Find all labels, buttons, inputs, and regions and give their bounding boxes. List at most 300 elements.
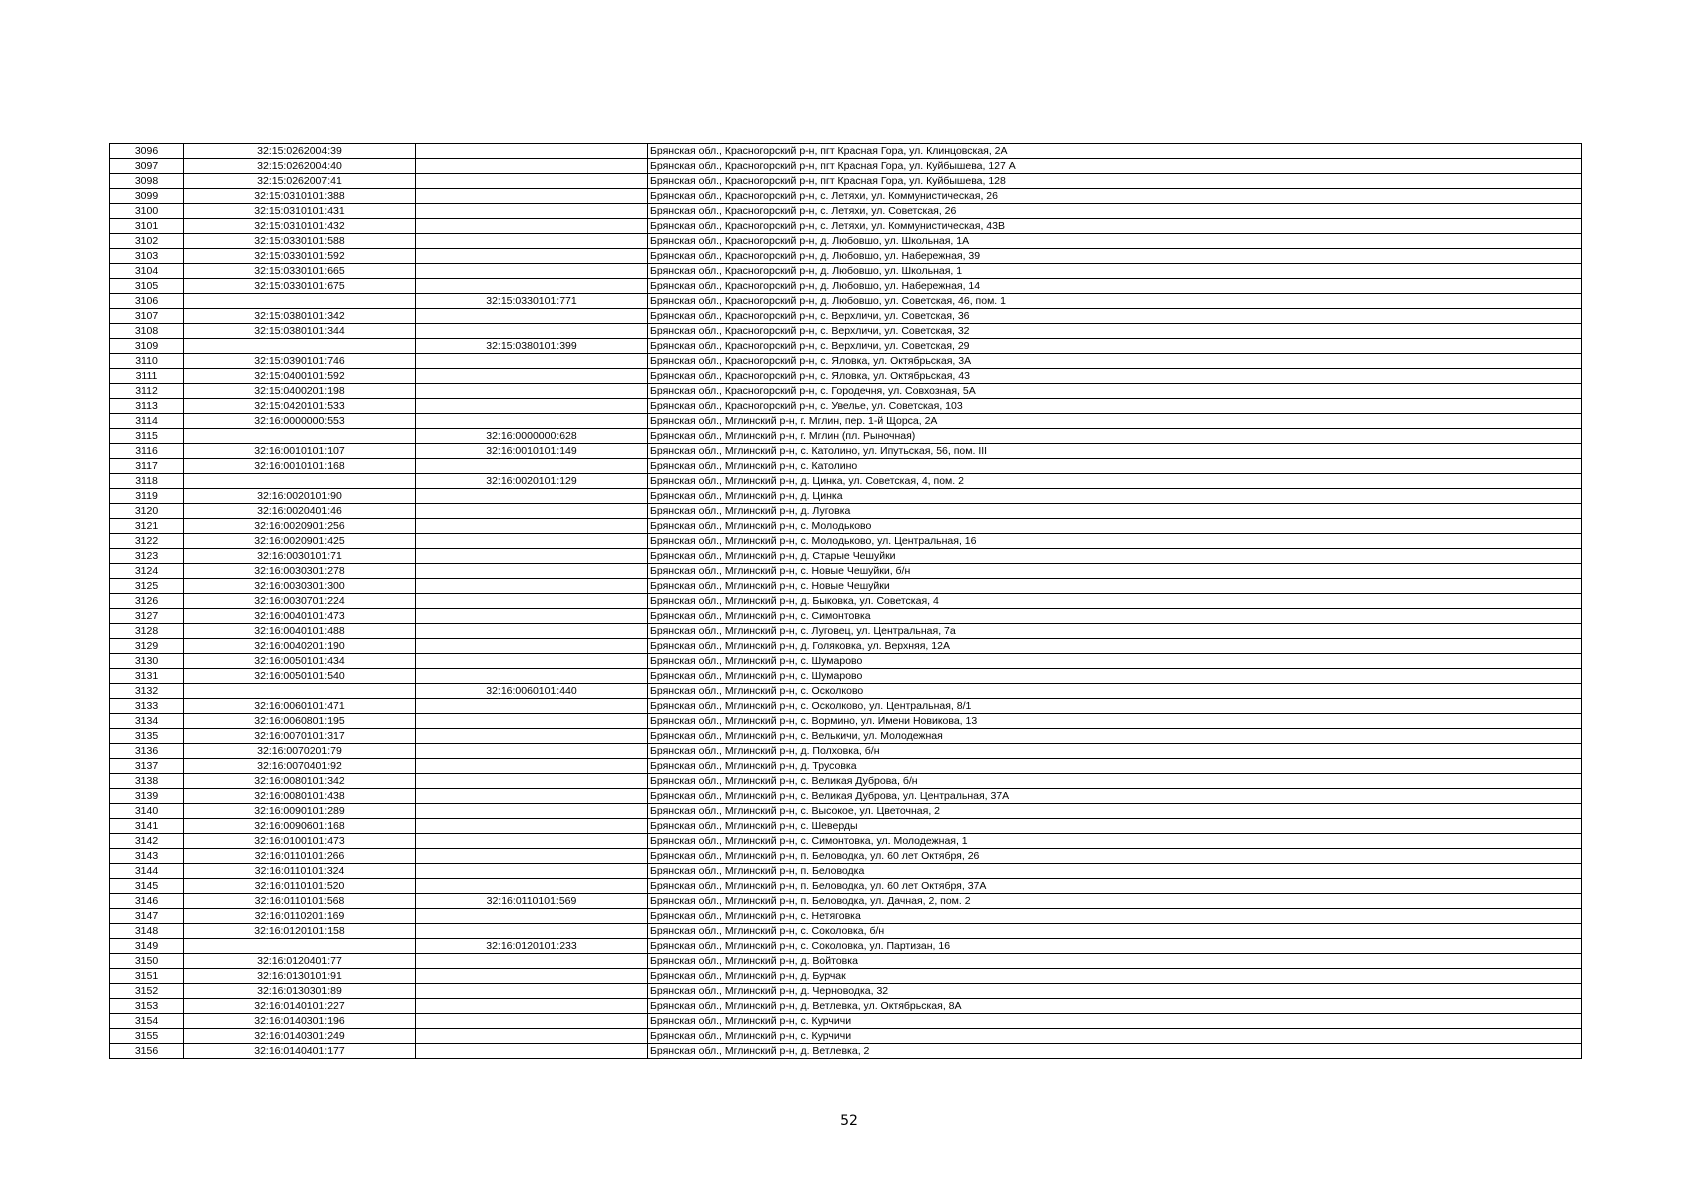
room-cadastral-number-cell	[416, 714, 648, 729]
room-cadastral-number-cell: 32:16:0060101:440	[416, 684, 648, 699]
cadastral-number-cell: 32:16:0130301:89	[184, 984, 416, 999]
table-row	[110, 549, 1582, 564]
table-row	[110, 729, 1582, 744]
table-row	[110, 174, 1582, 189]
address-cell: Брянская обл., Мглинский р-н, д. Бурчак	[648, 969, 1582, 984]
address-cell: Брянская обл., Мглинский р-н, с. Луговец, ул. Центральная, 7а	[648, 624, 1582, 639]
row-number-cell: 3100	[110, 204, 184, 219]
row-number-cell: 3121	[110, 519, 184, 534]
row-number-cell: 3148	[110, 924, 184, 939]
cadastral-number-cell: 32:16:0050101:434	[184, 654, 416, 669]
room-cadastral-number-cell: 32:16:0010101:149	[416, 444, 648, 459]
table-row	[110, 144, 1582, 159]
cadastral-number-cell: 32:16:0020101:90	[184, 489, 416, 504]
address-cell: Брянская обл., Мглинский р-н, с. Великая Дуброва, ул. Центральная, 37А	[648, 789, 1582, 804]
cadastral-number-cell: 32:15:0380101:344	[184, 324, 416, 339]
table-row	[110, 219, 1582, 234]
address-cell: Брянская обл., Красногорский р-н, д. Любовшо, ул. Набережная, 14	[648, 279, 1582, 294]
row-number-cell: 3149	[110, 939, 184, 954]
table-row	[110, 429, 1582, 444]
table-row	[110, 819, 1582, 834]
address-cell: Брянская обл., Красногорский р-н, с. Верхличи, ул. Советская, 29	[648, 339, 1582, 354]
address-cell: Брянская обл., Мглинский р-н, д. Голяковка, ул. Верхняя, 12А	[648, 639, 1582, 654]
cadastral-number-cell: 32:16:0100101:473	[184, 834, 416, 849]
row-number-cell: 3118	[110, 474, 184, 489]
cadastral-number-cell: 32:15:0262004:40	[184, 159, 416, 174]
room-cadastral-number-cell	[416, 309, 648, 324]
row-number-cell: 3115	[110, 429, 184, 444]
row-number-cell: 3129	[110, 639, 184, 654]
cadastral-number-cell: 32:16:0030101:71	[184, 549, 416, 564]
room-cadastral-number-cell	[416, 279, 648, 294]
address-cell: Брянская обл., Мглинский р-н, с. Соколовка, ул. Партизан, 16	[648, 939, 1582, 954]
table-row	[110, 1014, 1582, 1029]
address-cell: Брянская обл., Красногорский р-н, д. Любовшо, ул. Школьная, 1	[648, 264, 1582, 279]
room-cadastral-number-cell	[416, 549, 648, 564]
table-row	[110, 759, 1582, 774]
row-number-cell: 3119	[110, 489, 184, 504]
cadastral-number-cell: 32:16:0140101:227	[184, 999, 416, 1014]
room-cadastral-number-cell: 32:16:0120101:233	[416, 939, 648, 954]
cadastral-number-cell: 32:15:0310101:432	[184, 219, 416, 234]
room-cadastral-number-cell	[416, 459, 648, 474]
table-row	[110, 534, 1582, 549]
table-row	[110, 999, 1582, 1014]
room-cadastral-number-cell	[416, 1029, 648, 1044]
row-number-cell: 3106	[110, 294, 184, 309]
table-row	[110, 609, 1582, 624]
cadastral-number-cell: 32:16:0000000:553	[184, 414, 416, 429]
cadastral-number-cell: 32:15:0390101:746	[184, 354, 416, 369]
room-cadastral-number-cell	[416, 579, 648, 594]
cadastral-number-cell: 32:16:0070201:79	[184, 744, 416, 759]
room-cadastral-number-cell	[416, 639, 648, 654]
address-cell: Брянская обл., Мглинский р-н, с. Симонтовка, ул. Молодежная, 1	[648, 834, 1582, 849]
room-cadastral-number-cell	[416, 1014, 648, 1029]
table-row	[110, 189, 1582, 204]
table-row	[110, 864, 1582, 879]
row-number-cell: 3140	[110, 804, 184, 819]
cadastral-number-cell: 32:16:0010101:168	[184, 459, 416, 474]
table-row	[110, 369, 1582, 384]
table-row	[110, 399, 1582, 414]
address-cell: Брянская обл., Мглинский р-н, с. Симонтовка	[648, 609, 1582, 624]
table-row	[110, 309, 1582, 324]
table-row	[110, 849, 1582, 864]
room-cadastral-number-cell	[416, 369, 648, 384]
room-cadastral-number-cell	[416, 909, 648, 924]
room-cadastral-number-cell	[416, 324, 648, 339]
room-cadastral-number-cell	[416, 609, 648, 624]
cadastral-number-cell	[184, 474, 416, 489]
address-cell: Брянская обл., Мглинский р-н, с. Высокое, ул. Цветочная, 2	[648, 804, 1582, 819]
room-cadastral-number-cell	[416, 504, 648, 519]
room-cadastral-number-cell	[416, 384, 648, 399]
row-number-cell: 3125	[110, 579, 184, 594]
cadastral-number-cell: 32:15:0380101:342	[184, 309, 416, 324]
row-number-cell: 3133	[110, 699, 184, 714]
table-row	[110, 414, 1582, 429]
room-cadastral-number-cell	[416, 729, 648, 744]
row-number-cell: 3110	[110, 354, 184, 369]
cadastral-number-cell: 32:16:0080101:438	[184, 789, 416, 804]
row-number-cell: 3127	[110, 609, 184, 624]
row-number-cell: 3144	[110, 864, 184, 879]
room-cadastral-number-cell	[416, 249, 648, 264]
cadastral-number-cell	[184, 429, 416, 444]
cadastral-number-cell	[184, 939, 416, 954]
table-row	[110, 354, 1582, 369]
address-cell: Брянская обл., Красногорский р-н, с. Летяхи, ул. Коммунистическая, 26	[648, 189, 1582, 204]
room-cadastral-number-cell	[416, 864, 648, 879]
room-cadastral-number-cell	[416, 399, 648, 414]
room-cadastral-number-cell	[416, 849, 648, 864]
table-row	[110, 669, 1582, 684]
table-row	[110, 684, 1582, 699]
address-cell: Брянская обл., Мглинский р-н, с. Вормино, ул. Имени Новикова, 13	[648, 714, 1582, 729]
room-cadastral-number-cell	[416, 789, 648, 804]
row-number-cell: 3136	[110, 744, 184, 759]
row-number-cell: 3102	[110, 234, 184, 249]
table-row	[110, 459, 1582, 474]
room-cadastral-number-cell	[416, 834, 648, 849]
address-cell: Брянская обл., Мглинский р-н, д. Цинка	[648, 489, 1582, 504]
row-number-cell: 3107	[110, 309, 184, 324]
cadastral-number-cell: 32:16:0130101:91	[184, 969, 416, 984]
cadastral-number-cell: 32:16:0070101:317	[184, 729, 416, 744]
address-cell: Брянская обл., Мглинский р-н, д. Луговка	[648, 504, 1582, 519]
row-number-cell: 3131	[110, 669, 184, 684]
room-cadastral-number-cell	[416, 969, 648, 984]
address-cell: Брянская обл., Красногорский р-н, с. Летяхи, ул. Коммунистическая, 43В	[648, 219, 1582, 234]
room-cadastral-number-cell	[416, 924, 648, 939]
row-number-cell: 3098	[110, 174, 184, 189]
address-cell: Брянская обл., Мглинский р-н, г. Мглин, пер. 1-й Щорса, 2А	[648, 414, 1582, 429]
cadastral-number-cell: 32:15:0310101:431	[184, 204, 416, 219]
table-row	[110, 294, 1582, 309]
address-cell: Брянская обл., Красногорский р-н, пгт Красная Гора, ул. Куйбышева, 128	[648, 174, 1582, 189]
address-cell: Брянская обл., Красногорский р-н, с. Яловка, ул. Октябрьская, 43	[648, 369, 1582, 384]
page-number: 52	[840, 1113, 858, 1129]
row-number-cell: 3153	[110, 999, 184, 1014]
address-cell: Брянская обл., Мглинский р-н, с. Осколково, ул. Центральная, 8/1	[648, 699, 1582, 714]
row-number-cell: 3146	[110, 894, 184, 909]
row-number-cell: 3096	[110, 144, 184, 159]
address-cell: Брянская обл., Мглинский р-н, п. Беловодка	[648, 864, 1582, 879]
table-row	[110, 699, 1582, 714]
room-cadastral-number-cell	[416, 954, 648, 969]
cadastral-number-cell: 32:15:0330101:665	[184, 264, 416, 279]
cadastral-number-cell: 32:15:0400201:198	[184, 384, 416, 399]
cadastral-number-cell: 32:16:0010101:107	[184, 444, 416, 459]
cadastral-number-cell: 32:15:0330101:675	[184, 279, 416, 294]
cadastral-number-cell	[184, 294, 416, 309]
cadastral-number-cell: 32:16:0110101:568	[184, 894, 416, 909]
table-row	[110, 159, 1582, 174]
room-cadastral-number-cell	[416, 744, 648, 759]
address-cell: Брянская обл., Мглинский р-н, с. Новые Чешуйки, б/н	[648, 564, 1582, 579]
cadastral-number-cell: 32:16:0040201:190	[184, 639, 416, 654]
row-number-cell: 3108	[110, 324, 184, 339]
address-cell: Брянская обл., Мглинский р-н, д. Старые Чешуйки	[648, 549, 1582, 564]
cadastral-number-cell: 32:15:0262007:41	[184, 174, 416, 189]
address-cell: Брянская обл., Мглинский р-н, с. Велькичи, ул. Молодежная	[648, 729, 1582, 744]
address-cell: Брянская обл., Мглинский р-н, с. Соколовка, б/н	[648, 924, 1582, 939]
row-number-cell: 3114	[110, 414, 184, 429]
room-cadastral-number-cell	[416, 594, 648, 609]
room-cadastral-number-cell	[416, 519, 648, 534]
row-number-cell: 3112	[110, 384, 184, 399]
address-cell: Брянская обл., Красногорский р-н, с. Верхличи, ул. Советская, 36	[648, 309, 1582, 324]
room-cadastral-number-cell	[416, 234, 648, 249]
cadastral-number-cell: 32:16:0040101:473	[184, 609, 416, 624]
room-cadastral-number-cell	[416, 264, 648, 279]
address-cell: Брянская обл., Мглинский р-н, с. Католино	[648, 459, 1582, 474]
cadastral-number-cell: 32:16:0110101:520	[184, 879, 416, 894]
address-cell: Брянская обл., Мглинский р-н, д. Полховка, б/н	[648, 744, 1582, 759]
room-cadastral-number-cell	[416, 654, 648, 669]
table-row	[110, 984, 1582, 999]
room-cadastral-number-cell	[416, 759, 648, 774]
cadastral-number-cell: 32:15:0310101:388	[184, 189, 416, 204]
address-cell: Брянская обл., Мглинский р-н, д. Черноводка, 32	[648, 984, 1582, 999]
address-cell: Брянская обл., Мглинский р-н, д. Ветлевка, ул. Октябрьская, 8А	[648, 999, 1582, 1014]
table-row	[110, 594, 1582, 609]
cadastral-number-cell: 32:16:0110101:324	[184, 864, 416, 879]
room-cadastral-number-cell: 32:16:0000000:628	[416, 429, 648, 444]
cadastral-number-cell: 32:16:0090101:289	[184, 804, 416, 819]
address-cell: Брянская обл., Мглинский р-н, с. Великая Дуброва, б/н	[648, 774, 1582, 789]
table-row	[110, 654, 1582, 669]
row-number-cell: 3105	[110, 279, 184, 294]
address-cell: Брянская обл., Красногорский р-н, д. Любовшо, ул. Набережная, 39	[648, 249, 1582, 264]
table-row	[110, 489, 1582, 504]
cadastral-number-cell: 32:16:0020401:46	[184, 504, 416, 519]
cadastral-number-cell: 32:16:0140301:196	[184, 1014, 416, 1029]
table-row	[110, 234, 1582, 249]
address-cell: Брянская обл., Мглинский р-н, п. Беловодка, ул. Дачная, 2, пом. 2	[648, 894, 1582, 909]
table-row	[110, 279, 1582, 294]
row-number-cell: 3128	[110, 624, 184, 639]
room-cadastral-number-cell: 32:16:0020101:129	[416, 474, 648, 489]
row-number-cell: 3151	[110, 969, 184, 984]
cadastral-number-cell: 32:16:0090601:168	[184, 819, 416, 834]
row-number-cell: 3109	[110, 339, 184, 354]
cadastral-number-cell	[184, 339, 416, 354]
address-cell: Брянская обл., Мглинский р-н, с. Католино, ул. Ипутьская, 56, пом. III	[648, 444, 1582, 459]
room-cadastral-number-cell	[416, 189, 648, 204]
table-row	[110, 969, 1582, 984]
table-row	[110, 924, 1582, 939]
room-cadastral-number-cell: 32:15:0330101:771	[416, 294, 648, 309]
row-number-cell: 3138	[110, 774, 184, 789]
table-row	[110, 1044, 1582, 1059]
table-row	[110, 939, 1582, 954]
address-cell: Брянская обл., Красногорский р-н, пгт Красная Гора, ул. Клинцовская, 2А	[648, 144, 1582, 159]
cadastral-number-cell: 32:16:0140301:249	[184, 1029, 416, 1044]
cadastral-number-cell: 32:16:0020901:256	[184, 519, 416, 534]
address-cell: Брянская обл., Мглинский р-н, с. Нетяговка	[648, 909, 1582, 924]
address-cell: Брянская обл., Мглинский р-н, г. Мглин (пл. Рыночная)	[648, 429, 1582, 444]
table-row	[110, 444, 1582, 459]
row-number-cell: 3155	[110, 1029, 184, 1044]
cadastral-number-cell: 32:15:0400101:592	[184, 369, 416, 384]
row-number-cell: 3117	[110, 459, 184, 474]
address-cell: Брянская обл., Мглинский р-н, с. Молодьково, ул. Центральная, 16	[648, 534, 1582, 549]
address-cell: Брянская обл., Красногорский р-н, с. Городечня, ул. Совхозная, 5А	[648, 384, 1582, 399]
table-row	[110, 564, 1582, 579]
row-number-cell: 3120	[110, 504, 184, 519]
row-number-cell: 3113	[110, 399, 184, 414]
row-number-cell: 3104	[110, 264, 184, 279]
table-row	[110, 324, 1582, 339]
cadastral-number-cell: 32:16:0080101:342	[184, 774, 416, 789]
room-cadastral-number-cell	[416, 204, 648, 219]
room-cadastral-number-cell	[416, 354, 648, 369]
address-cell: Брянская обл., Мглинский р-н, с. Курчичи	[648, 1014, 1582, 1029]
table-row	[110, 744, 1582, 759]
row-number-cell: 3124	[110, 564, 184, 579]
cadastral-number-cell: 32:16:0120101:158	[184, 924, 416, 939]
cadastral-number-cell: 32:16:0120401:77	[184, 954, 416, 969]
address-cell: Брянская обл., Мглинский р-н, д. Цинка, ул. Советская, 4, пом. 2	[648, 474, 1582, 489]
property-register-table	[109, 143, 1582, 1059]
row-number-cell: 3130	[110, 654, 184, 669]
row-number-cell: 3126	[110, 594, 184, 609]
cadastral-number-cell: 32:16:0110201:169	[184, 909, 416, 924]
table-row	[110, 204, 1582, 219]
table-row	[110, 264, 1582, 279]
row-number-cell: 3152	[110, 984, 184, 999]
row-number-cell: 3123	[110, 549, 184, 564]
cadastral-number-cell: 32:15:0420101:533	[184, 399, 416, 414]
room-cadastral-number-cell	[416, 564, 648, 579]
address-cell: Брянская обл., Мглинский р-н, с. Курчичи	[648, 1029, 1582, 1044]
cadastral-number-cell: 32:15:0330101:592	[184, 249, 416, 264]
table-row	[110, 249, 1582, 264]
row-number-cell: 3132	[110, 684, 184, 699]
table-row	[110, 639, 1582, 654]
table-row	[110, 909, 1582, 924]
address-cell: Брянская обл., Красногорский р-н, пгт Красная Гора, ул. Куйбышева, 127 А	[648, 159, 1582, 174]
row-number-cell: 3116	[110, 444, 184, 459]
row-number-cell: 3097	[110, 159, 184, 174]
room-cadastral-number-cell	[416, 219, 648, 234]
table-row	[110, 474, 1582, 489]
address-cell: Брянская обл., Красногорский р-н, с. Летяхи, ул. Советская, 26	[648, 204, 1582, 219]
address-cell: Брянская обл., Красногорский р-н, д. Любовшо, ул. Школьная, 1А	[648, 234, 1582, 249]
room-cadastral-number-cell	[416, 669, 648, 684]
address-cell: Брянская обл., Мглинский р-н, с. Новые Чешуйки	[648, 579, 1582, 594]
table-body	[110, 144, 1582, 1059]
cadastral-number-cell: 32:16:0030301:278	[184, 564, 416, 579]
room-cadastral-number-cell	[416, 144, 648, 159]
table-row	[110, 624, 1582, 639]
address-cell: Брянская обл., Мглинский р-н, д. Войтовка	[648, 954, 1582, 969]
row-number-cell: 3154	[110, 1014, 184, 1029]
row-number-cell: 3099	[110, 189, 184, 204]
address-cell: Брянская обл., Красногорский р-н, с. Яловка, ул. Октябрьская, 3А	[648, 354, 1582, 369]
table-row	[110, 714, 1582, 729]
row-number-cell: 3134	[110, 714, 184, 729]
table-row	[110, 789, 1582, 804]
table-row	[110, 774, 1582, 789]
cadastral-number-cell: 32:16:0060101:471	[184, 699, 416, 714]
room-cadastral-number-cell	[416, 1044, 648, 1059]
cadastral-number-cell: 32:16:0060801:195	[184, 714, 416, 729]
cadastral-number-cell: 32:16:0050101:540	[184, 669, 416, 684]
table-row	[110, 804, 1582, 819]
address-cell: Брянская обл., Мглинский р-н, д. Трусовка	[648, 759, 1582, 774]
table-row	[110, 879, 1582, 894]
address-cell: Брянская обл., Мглинский р-н, п. Беловодка, ул. 60 лет Октября, 37А	[648, 879, 1582, 894]
room-cadastral-number-cell	[416, 624, 648, 639]
address-cell: Брянская обл., Красногорский р-н, с. Увелье, ул. Советская, 103	[648, 399, 1582, 414]
room-cadastral-number-cell	[416, 489, 648, 504]
row-number-cell: 3143	[110, 849, 184, 864]
room-cadastral-number-cell	[416, 984, 648, 999]
table-row	[110, 339, 1582, 354]
cadastral-number-cell: 32:16:0030701:224	[184, 594, 416, 609]
address-cell: Брянская обл., Мглинский р-н, с. Шумарово	[648, 669, 1582, 684]
table-row	[110, 384, 1582, 399]
row-number-cell: 3101	[110, 219, 184, 234]
address-cell: Брянская обл., Мглинский р-н, с. Шумарово	[648, 654, 1582, 669]
row-number-cell: 3156	[110, 1044, 184, 1059]
address-cell: Брянская обл., Мглинский р-н, с. Осколково	[648, 684, 1582, 699]
row-number-cell: 3139	[110, 789, 184, 804]
row-number-cell: 3147	[110, 909, 184, 924]
address-cell: Брянская обл., Красногорский р-н, с. Верхличи, ул. Советская, 32	[648, 324, 1582, 339]
cadastral-number-cell: 32:16:0020901:425	[184, 534, 416, 549]
room-cadastral-number-cell: 32:15:0380101:399	[416, 339, 648, 354]
room-cadastral-number-cell	[416, 699, 648, 714]
address-cell: Брянская обл., Красногорский р-н, д. Любовшо, ул. Советская, 46, пом. 1	[648, 294, 1582, 309]
row-number-cell: 3142	[110, 834, 184, 849]
room-cadastral-number-cell	[416, 414, 648, 429]
table-row	[110, 834, 1582, 849]
room-cadastral-number-cell	[416, 804, 648, 819]
address-cell: Брянская обл., Мглинский р-н, с. Шеверды	[648, 819, 1582, 834]
address-cell: Брянская обл., Мглинский р-н, д. Быковка, ул. Советская, 4	[648, 594, 1582, 609]
table-row	[110, 579, 1582, 594]
row-number-cell: 3122	[110, 534, 184, 549]
room-cadastral-number-cell	[416, 819, 648, 834]
room-cadastral-number-cell	[416, 879, 648, 894]
address-cell: Брянская обл., Мглинский р-н, с. Молодьково	[648, 519, 1582, 534]
cadastral-number-cell	[184, 684, 416, 699]
row-number-cell: 3137	[110, 759, 184, 774]
cadastral-number-cell: 32:15:0330101:588	[184, 234, 416, 249]
cadastral-number-cell: 32:16:0030301:300	[184, 579, 416, 594]
cadastral-number-cell: 32:16:0070401:92	[184, 759, 416, 774]
cadastral-number-cell: 32:16:0110101:266	[184, 849, 416, 864]
row-number-cell: 3145	[110, 879, 184, 894]
room-cadastral-number-cell	[416, 774, 648, 789]
row-number-cell: 3111	[110, 369, 184, 384]
room-cadastral-number-cell	[416, 999, 648, 1014]
cadastral-number-cell: 32:15:0262004:39	[184, 144, 416, 159]
table-row	[110, 519, 1582, 534]
room-cadastral-number-cell	[416, 534, 648, 549]
row-number-cell: 3135	[110, 729, 184, 744]
row-number-cell: 3150	[110, 954, 184, 969]
cadastral-number-cell: 32:16:0040101:488	[184, 624, 416, 639]
room-cadastral-number-cell	[416, 159, 648, 174]
room-cadastral-number-cell: 32:16:0110101:569	[416, 894, 648, 909]
table-row	[110, 894, 1582, 909]
row-number-cell: 3103	[110, 249, 184, 264]
